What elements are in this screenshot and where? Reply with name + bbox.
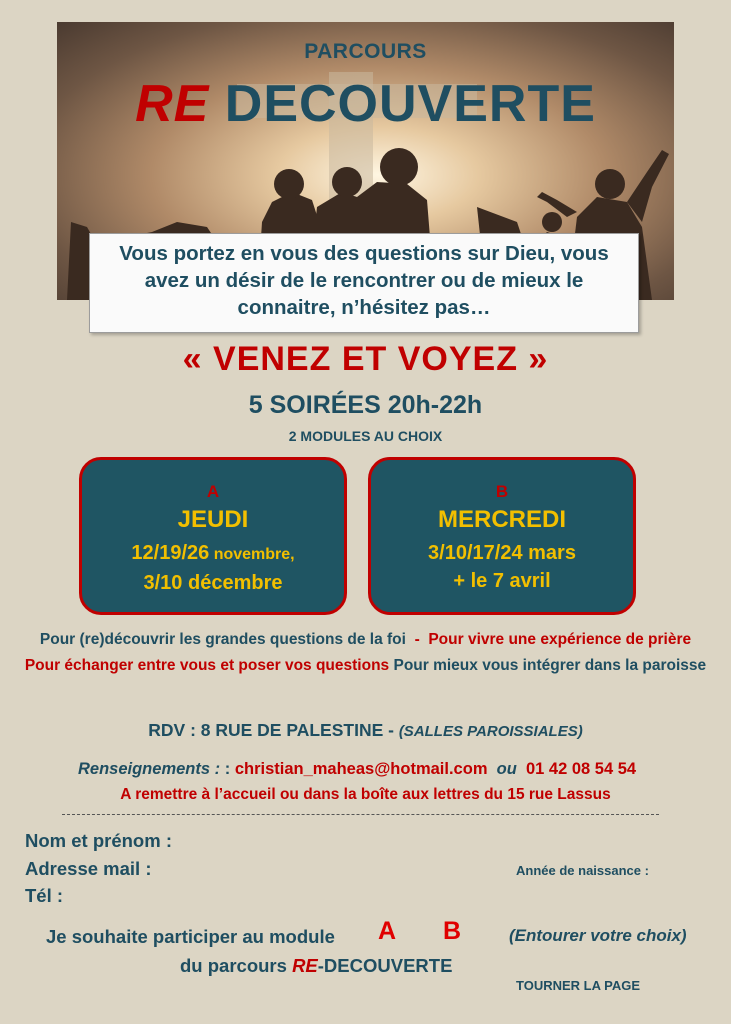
remettre-instructions: A remettre à l’accueil ou dans la boîte aux lettres du 15 rue Lassus [120, 786, 611, 803]
main-title [57, 74, 674, 134]
intro-text: Vous portez en vous des questions sur Dieu, vous avez un désir de le rencontrer ou de mieux le connaitre, n’hésitez pas… [119, 242, 609, 319]
goal-echanger: Pour échanger entre vous et poser vos questions [24, 657, 390, 674]
rdv-text: RDV : 8 RUE DE PALESTINE - [148, 720, 399, 740]
form-souhaite-text: Je souhaite participer au module [46, 926, 335, 947]
contact-ou: ou [487, 760, 526, 778]
module-a-dates [82, 539, 344, 597]
modules-subheading: 2 MODULES AU CHOIX [288, 428, 443, 444]
form-annee-label: Année de naissance : [516, 863, 649, 878]
goals-line-2 [0, 657, 731, 675]
form-parcours-line [180, 955, 452, 977]
goals-line-1 [0, 631, 731, 649]
contact-line [78, 760, 636, 779]
module-a-dates-month: novembre, [209, 546, 295, 563]
intro-box [89, 233, 639, 333]
goal-priere: Pour vivre une expérience de prière [428, 631, 692, 648]
form-mail-label: Adresse mail : [25, 858, 152, 879]
module-a-day: JEUDI [177, 506, 249, 533]
goal-decouvrir: Pour (re)découvrir les grandes questions de la foi [39, 631, 406, 648]
parcours-label: PARCOURS [304, 40, 427, 63]
module-b-card [368, 457, 636, 615]
goal-integrer: Pour mieux vous intégrer dans la paroisse [389, 657, 707, 674]
module-a-dates-days: 12/19/26 [131, 542, 210, 564]
form-tel-label: Tél : [25, 885, 64, 906]
form-re: RE [292, 955, 318, 976]
contact-label: Renseignements : [78, 760, 225, 778]
module-a-card [79, 457, 347, 615]
title-decouverte: DECOUVERTE [209, 75, 596, 133]
contact-colon: : [224, 760, 235, 778]
rdv-address [0, 720, 731, 741]
choice-b[interactable]: B [443, 917, 462, 945]
venez-et-voyez-heading: « VENEZ ET VOYEZ » [182, 340, 549, 378]
goal-separator: - [405, 631, 429, 648]
form-entourer-hint: (Entourer votre choix) [509, 926, 687, 945]
soirees-heading: 5 SOIRÉES 20h-22h [248, 391, 483, 419]
rdv-salles: (SALLES PAROISSIALES) [398, 723, 583, 740]
title-re: RE [135, 75, 210, 133]
module-b-dates [371, 539, 633, 595]
module-b-day: MERCREDI [437, 506, 566, 533]
form-nom-label: Nom et prénom : [25, 830, 172, 851]
module-b-dates-line1: 3/10/17/24 mars [428, 542, 576, 564]
module-a-dates-line2: 3/10 décembre [143, 572, 283, 594]
choice-a[interactable]: A [378, 917, 397, 945]
cut-line-divider [62, 814, 659, 815]
contact-email-link[interactable]: christian_maheas@hotmail.com [234, 760, 488, 778]
form-decouverte: -DECOUVERTE [317, 955, 453, 976]
turn-page-note: TOURNER LA PAGE [516, 978, 640, 993]
module-b-dates-line2: + le 7 avril [453, 570, 551, 592]
module-b-letter: B [495, 482, 509, 501]
form-du-parcours: du parcours [180, 955, 293, 976]
module-a-letter: A [206, 482, 220, 501]
contact-phone[interactable]: 01 42 08 54 54 [526, 760, 637, 778]
